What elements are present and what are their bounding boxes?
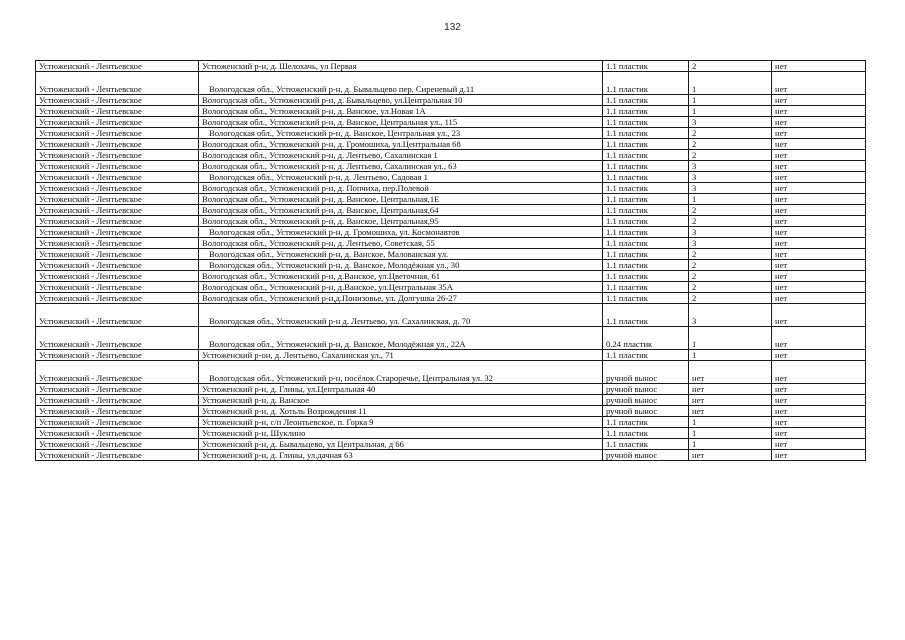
address-cell: Вологодская обл., Устюженский р-н,д.Понизовье, ул. Долгушка 26-27 [199,293,603,304]
flag-cell: нет [772,417,866,428]
container-type-cell: 1.1 пластик [603,106,689,117]
address-cell: Вологодская обл., Устюженский р-н, д. Бывальцево, ул.Центральная 10 [199,95,603,106]
district-settlement-cell: Устюженский - Лентьевское [36,161,199,172]
address-cell: Устюженский р-н, с/п Леонтьевское, п. Горка 9 [199,417,603,428]
address-cell: Устюженский р-н, д. Ванское [199,395,603,406]
container-type-cell: ручной вынос [603,361,689,384]
district-settlement-cell: Устюженский - Лентьевское [36,304,199,327]
container-type-cell: 1.1 пластик [603,72,689,95]
district-settlement-cell: Устюженский - Лентьевское [36,117,199,128]
table-row [36,282,866,293]
district-settlement-cell: Устюженский - Лентьевское [36,428,199,439]
address-cell: Вологодская обл., Устюженский р-н, посёлок Староречье, Центральная ул. 32 [199,361,603,384]
table-row [36,161,866,172]
table-row [36,249,866,260]
address-cell: Вологодская обл., Устюженский р-н, д. Ванское, Центральная ул., 23 [199,128,603,139]
container-count-cell: 2 [689,293,772,304]
flag-cell: нет [772,293,866,304]
table-row [36,260,866,271]
table-row [36,227,866,238]
container-type-cell: ручной вынос [603,395,689,406]
flag-cell: нет [772,106,866,117]
address-cell: Вологодская обл., Устюженский р-н, д. Ванское, Центральная,1Е [199,194,603,205]
container-count-cell: 1 [689,194,772,205]
container-count-cell: 3 [689,304,772,327]
container-type-cell: 1.1 пластик [603,205,689,216]
container-count-cell: нет [689,450,772,461]
district-settlement-cell: Устюженский - Лентьевское [36,384,199,395]
district-settlement-cell: Устюженский - Лентьевское [36,293,199,304]
container-type-cell: 1.1 пластик [603,139,689,150]
flag-cell: нет [772,361,866,384]
address-cell: Вологодская обл., Устюженский р-н, д. Лентьево, Советская, 55 [199,238,603,249]
container-count-cell: 1 [689,439,772,450]
container-count-cell: 2 [689,260,772,271]
container-type-cell: 1.1 пластик [603,183,689,194]
district-settlement-cell: Устюженский - Лентьевское [36,271,199,282]
flag-cell: нет [772,271,866,282]
address-cell: Вологодская обл., Устюженский р-н, д. Бывальцево пер. Сиреневый д.11 [199,72,603,95]
table-row [36,194,866,205]
table-row [36,150,866,161]
address-cell: Вологодская обл., Устюженский р-н, д.Ванское, ул.Цветочная, 61 [199,271,603,282]
container-count-cell: 2 [689,128,772,139]
container-type-cell: 0.24 пластик [603,327,689,350]
flag-cell: нет [772,216,866,227]
container-count-cell: 2 [689,150,772,161]
district-settlement-cell: Устюженский - Лентьевское [36,260,199,271]
address-cell: Устюженский р-н, д. Хотьль Возрождения 11 [199,406,603,417]
table-row [36,304,866,327]
container-type-cell: 1.1 пластик [603,61,689,72]
table-row [36,293,866,304]
district-settlement-cell: Устюженский - Лентьевское [36,72,199,95]
district-settlement-cell: Устюженский - Лентьевское [36,282,199,293]
address-cell: Вологодская обл., Устюженский р-н, д. Ванское, Молодёжная ул., 22А [199,327,603,350]
flag-cell: нет [772,350,866,361]
container-count-cell: 2 [689,61,772,72]
flag-cell: нет [772,117,866,128]
table-row [36,395,866,406]
flag-cell: нет [772,384,866,395]
container-type-cell: 1.1 пластик [603,238,689,249]
container-type-cell: 1.1 пластик [603,95,689,106]
table-row [36,216,866,227]
container-count-cell: 3 [689,117,772,128]
flag-cell: нет [772,95,866,106]
flag-cell: нет [772,227,866,238]
district-settlement-cell: Устюженский - Лентьевское [36,139,199,150]
container-count-cell: нет [689,395,772,406]
container-count-cell: 2 [689,271,772,282]
table-row [36,95,866,106]
container-type-cell: 1.1 пластик [603,428,689,439]
container-count-cell: 1 [689,106,772,117]
flag-cell: нет [772,128,866,139]
district-settlement-cell: Устюженский - Лентьевское [36,406,199,417]
table-row [36,72,866,95]
container-type-cell: 1.1 пластик [603,172,689,183]
container-type-cell: 1.1 пластик [603,439,689,450]
table-row [36,183,866,194]
table-row [36,139,866,150]
address-cell: Вологодская обл., Устюженский р-н, д. Лентьево, Сахалинская ул., 63 [199,161,603,172]
flag-cell: нет [772,439,866,450]
address-cell: Вологодская обл., Устюженский р-н, д. Ванское, Молодёжная ул., 30 [199,260,603,271]
container-type-cell: 1.1 пластик [603,350,689,361]
container-count-cell: нет [689,361,772,384]
flag-cell: нет [772,161,866,172]
district-settlement-cell: Устюженский - Лентьевское [36,183,199,194]
container-type-cell: 1.1 пластик [603,161,689,172]
container-type-cell: 1.1 пластик [603,417,689,428]
table-row [36,172,866,183]
container-count-cell: 3 [689,172,772,183]
flag-cell: нет [772,406,866,417]
container-type-cell: ручной вынос [603,384,689,395]
address-cell: Устюженский р-н, д. Глины, ул.дачная 63 [199,450,603,461]
container-type-cell: 1.1 пластик [603,249,689,260]
district-settlement-cell: Устюженский - Лентьевское [36,128,199,139]
flag-cell: нет [772,183,866,194]
flag-cell: нет [772,450,866,461]
table-row [36,417,866,428]
address-cell: Вологодская обл., Устюженский р-н, д. Ванское, Центральная,64 [199,205,603,216]
table-body [36,61,866,461]
address-cell: Вологодская обл., Устюженский р-н, д. Попчиха, пер.Полевой [199,183,603,194]
container-type-cell: 1.1 пластик [603,117,689,128]
address-cell: Вологодская обл., Устюженский р-н, д. Громошиха, ул.Центральная 68 [199,139,603,150]
table-row [36,238,866,249]
table-row [36,61,866,72]
address-cell: Устюженский р-н, Шуклино [199,428,603,439]
address-cell: Вологодская обл., Устюженский р-н, д. Ванское, ул.Новая 1А [199,106,603,117]
flag-cell: нет [772,205,866,216]
container-count-cell: нет [689,384,772,395]
table-row [36,384,866,395]
district-settlement-cell: Устюженский - Лентьевское [36,361,199,384]
district-settlement-cell: Устюженский - Лентьевское [36,216,199,227]
table-row [36,106,866,117]
table-row [36,350,866,361]
district-settlement-cell: Устюженский - Лентьевское [36,106,199,117]
container-type-cell: 1.1 пластик [603,150,689,161]
district-settlement-cell: Устюженский - Лентьевское [36,95,199,106]
flag-cell: нет [772,194,866,205]
container-type-cell: 1.1 пластик [603,282,689,293]
district-settlement-cell: Устюженский - Лентьевское [36,350,199,361]
container-type-cell: 1.1 пластик [603,227,689,238]
flag-cell: нет [772,428,866,439]
container-type-cell: 1.1 пластик [603,194,689,205]
container-count-cell: нет [689,406,772,417]
district-settlement-cell: Устюженский - Лентьевское [36,417,199,428]
container-count-cell: 1 [689,95,772,106]
district-settlement-cell: Устюженский - Лентьевское [36,327,199,350]
flag-cell: нет [772,395,866,406]
address-cell: Устюженский р-н, д. Шелохачь, ул Первая [199,61,603,72]
page-number: 132 [444,22,461,33]
table-row [36,271,866,282]
flag-cell: нет [772,72,866,95]
district-settlement-cell: Устюженский - Лентьевское [36,150,199,161]
table-row [36,406,866,417]
address-cell: Вологодская обл., Устюженский р-н, д. Лентьево, Сахалинская 1 [199,150,603,161]
district-settlement-cell: Устюженский - Лентьевское [36,439,199,450]
container-type-cell: 1.1 пластик [603,304,689,327]
address-cell: Вологодская обл., Устюженский р-н, д. Ванское, Малованская ул. [199,249,603,260]
district-settlement-cell: Устюженский - Лентьевское [36,172,199,183]
table-row [36,450,866,461]
district-settlement-cell: Устюженский - Лентьевское [36,227,199,238]
container-type-cell: 1.1 пластик [603,216,689,227]
flag-cell: нет [772,238,866,249]
container-count-cell: 3 [689,183,772,194]
container-count-cell: 2 [689,282,772,293]
address-cell: Вологодская обл., Устюженский р-н, д. Ванское, Центральная ул., 115 [199,117,603,128]
table-row [36,128,866,139]
container-type-cell: 1.1 пластик [603,260,689,271]
container-count-cell: 2 [689,249,772,260]
district-settlement-cell: Устюженский - Лентьевское [36,249,199,260]
waste-collection-table [35,60,866,461]
address-cell: Вологодская обл., Устюженский р-н д. Лентьево, ул. Сахалинская, д. 70 [199,304,603,327]
table-row [36,205,866,216]
address-cell: Устюженский р-он, д. Лентьево, Сахалинская ул., 71 [199,350,603,361]
flag-cell: нет [772,327,866,350]
container-type-cell: 1.1 пластик [603,293,689,304]
district-settlement-cell: Устюженский - Лентьевское [36,61,199,72]
container-type-cell: ручной вынос [603,450,689,461]
container-type-cell: 1.1 пластик [603,271,689,282]
container-count-cell: 2 [689,139,772,150]
flag-cell: нет [772,260,866,271]
table-row [36,439,866,450]
address-cell: Вологодская обл., Устюженский р-н, д. Ванское, Центральная,95 [199,216,603,227]
district-settlement-cell: Устюженский - Лентьевское [36,395,199,406]
table-row [36,117,866,128]
container-count-cell: 3 [689,238,772,249]
container-count-cell: 1 [689,327,772,350]
container-count-cell: 1 [689,417,772,428]
table-row [36,361,866,384]
address-cell: Устюженский р-н, д. Бывальцево, ул Центральная, д 66 [199,439,603,450]
flag-cell: нет [772,249,866,260]
container-count-cell: 1 [689,350,772,361]
district-settlement-cell: Устюженский - Лентьевское [36,450,199,461]
container-count-cell: 3 [689,161,772,172]
address-cell: Вологодская обл., Устюженский р-н, д.Ванское, ул.Центральная 35А [199,282,603,293]
flag-cell: нет [772,139,866,150]
container-count-cell: 1 [689,428,772,439]
flag-cell: нет [772,282,866,293]
container-count-cell: 1 [689,72,772,95]
district-settlement-cell: Устюженский - Лентьевское [36,194,199,205]
container-type-cell: 1.1 пластик [603,128,689,139]
container-count-cell: 2 [689,216,772,227]
address-cell: Вологодская обл., Устюженский р-н, д. Лентьево, Садовая 1 [199,172,603,183]
district-settlement-cell: Устюженский - Лентьевское [36,238,199,249]
address-cell: Устюженский р-н, д. Глины, ул.Центральная 40 [199,384,603,395]
table-row [36,327,866,350]
container-type-cell: ручной вынос [603,406,689,417]
table-row [36,428,866,439]
flag-cell: нет [772,150,866,161]
flag-cell: нет [772,172,866,183]
flag-cell: нет [772,61,866,72]
flag-cell: нет [772,304,866,327]
container-count-cell: 3 [689,227,772,238]
address-cell: Вологодская обл., Устюженский р-н, д. Громошиха, ул. Космонавтов [199,227,603,238]
container-count-cell: 2 [689,205,772,216]
district-settlement-cell: Устюженский - Лентьевское [36,205,199,216]
